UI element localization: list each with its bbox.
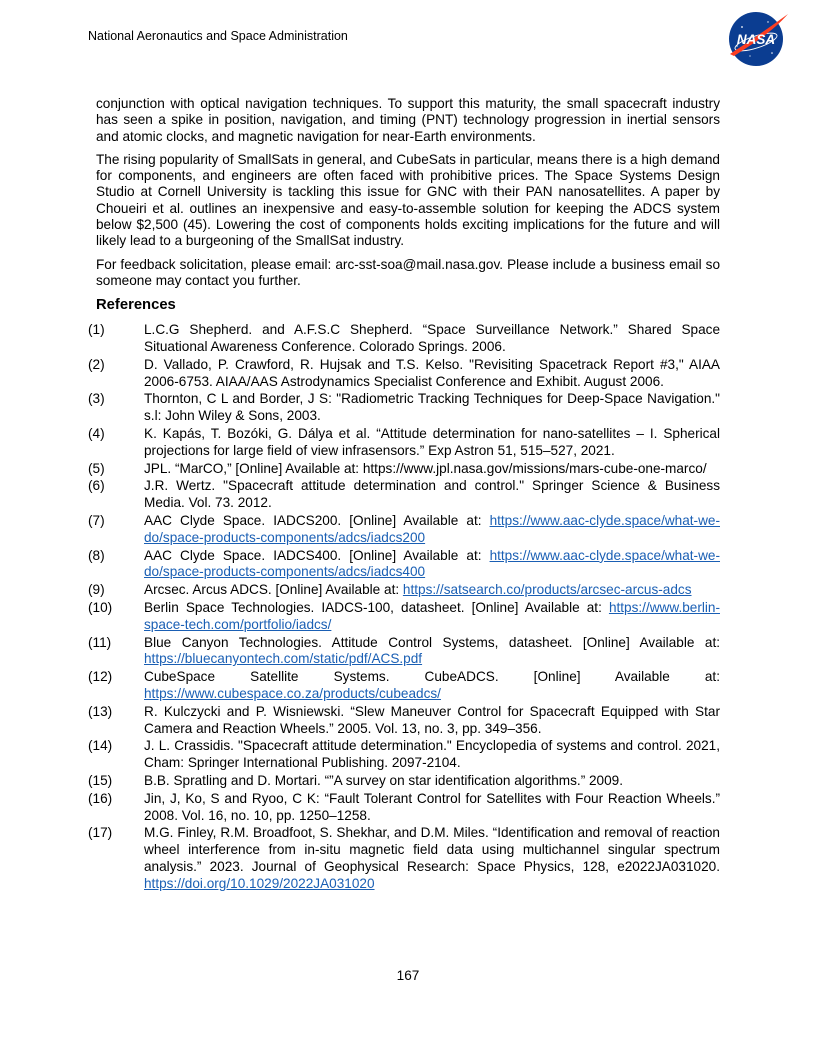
reference-item bbox=[88, 703, 720, 738]
paragraph: For feedback solicitation, please email: arc-sst-soa@mail.nasa.gov. Please include a business email so someone may contact you further. bbox=[96, 256, 720, 288]
reference-text: CubeSpace Satellite Systems. CubeADCS. [Online] Available at: bbox=[144, 669, 720, 685]
reference-text: Blue Canyon Technologies. Attitude Control Systems, datasheet. [Online] Available at: bbox=[144, 634, 720, 650]
reference-number: (9) bbox=[88, 582, 105, 598]
org-name: National Aeronautics and Space Administration bbox=[88, 29, 348, 43]
reference-item bbox=[88, 790, 720, 825]
reference-number: (11) bbox=[88, 634, 112, 650]
reference-item bbox=[88, 426, 720, 460]
reference-number: (2) bbox=[88, 356, 105, 372]
reference-number: (16) bbox=[88, 790, 113, 806]
reference-link[interactable]: https://www.aac-clyde.space/what-we-do/space-products-components/adcs/iadcs200 bbox=[144, 513, 720, 545]
reference-item bbox=[88, 582, 720, 599]
references-heading: References bbox=[96, 297, 176, 314]
reference-number: (14) bbox=[88, 738, 113, 754]
reference-text: L.C.G Shepherd. and A.F.S.C Shepherd. “Space Surveillance Network.” Shared Space Situational Awareness Conference. Colorado Springs. 2006. bbox=[144, 322, 720, 355]
reference-number: (13) bbox=[88, 703, 113, 719]
reference-item bbox=[88, 669, 720, 703]
page-number: 167 bbox=[396, 968, 420, 983]
reference-link[interactable]: https://www.berlin-space-tech.com/portfolio/iadcs/ bbox=[144, 600, 720, 632]
main-content bbox=[88, 96, 720, 894]
reference-link[interactable]: https://doi.org/10.1029/2022JA031020 bbox=[144, 875, 375, 891]
reference-text: K. Kapás, T. Bozóki, G. Dálya et al. “Attitude determination for nano-satellites – I. Spherical projections for large field of view infrasensors.” Exp Astron 51, 515–527, 2021. bbox=[144, 426, 720, 458]
reference-text: B.B. Spratling and D. Mortari. “”A survey on star identification algorithms.” 2009. bbox=[144, 772, 624, 788]
reference-item bbox=[88, 738, 720, 772]
reference-text: J. L. Crassidis. "Spacecraft attitude determination." Encyclopedia of systems and control. 2021, Cham: Springer International Publishing. 2097-2104. bbox=[144, 738, 720, 771]
reference-number: (12) bbox=[88, 669, 113, 685]
reference-item bbox=[88, 322, 720, 356]
reference-item bbox=[88, 634, 720, 669]
reference-item bbox=[88, 391, 720, 425]
reference-text: Berlin Space Technologies. IADCS-100, datasheet. [Online] Available at: bbox=[144, 600, 609, 616]
reference-text: R. Kulczycki and P. Wisniewski. “Slew Maneuver Control for Spacecraft Equipped with Star Camera and Reaction Wheels.” 2005. Vol. 13, no. 3, pp. 349–356. bbox=[144, 703, 720, 736]
nasa-logo-icon bbox=[722, 8, 792, 70]
reference-number: (10) bbox=[88, 600, 113, 616]
nasa-logo-text: NASA bbox=[736, 32, 776, 47]
reference-number: (6) bbox=[88, 478, 105, 494]
reference-item bbox=[88, 460, 720, 478]
reference-number: (7) bbox=[88, 513, 105, 529]
reference-item bbox=[88, 513, 720, 547]
reference-item bbox=[88, 356, 720, 391]
reference-item bbox=[88, 825, 720, 892]
reference-number: (1) bbox=[88, 322, 105, 338]
paragraph: The rising popularity of SmallSats in general, and CubeSats in particular, means there is a high demand for components, and engineers are often faced with prohibitive prices. The Space Systems Design Studio at Cornell University is tackling this issue for GNC with their PAN nanosatellites. A paper by Choueiri et al. outlines an inexpensive and easy-to-assemble solution for keeping the ADCS system below $2,500 (45). Lowering the cost of components holds exciting implications for the future and will likely lead to a burgeoning of the SmallSat industry. bbox=[96, 151, 720, 249]
reference-item bbox=[88, 478, 720, 512]
reference-item bbox=[88, 772, 720, 790]
reference-link[interactable]: https://bluecanyontech.com/static/pdf/ACS.pdf bbox=[144, 651, 423, 667]
reference-text: AAC Clyde Space. IADCS200. [Online] Available at: bbox=[144, 513, 490, 529]
reference-number: (5) bbox=[88, 460, 105, 476]
reference-number: (3) bbox=[88, 391, 105, 407]
reference-number: (17) bbox=[88, 825, 113, 841]
reference-text: Thornton, C L and Border, J S: "Radiometric Tracking Techniques for Deep-Space Navigation." s.l: John Wiley & Sons, 2003. bbox=[144, 391, 720, 424]
reference-number: (8) bbox=[88, 547, 105, 563]
reference-item bbox=[88, 600, 720, 634]
reference-list bbox=[88, 322, 720, 892]
reference-text: J.R. Wertz. "Spacecraft attitude determination and control." Springer Science & Business Media. Vol. 73. 2012. bbox=[144, 478, 720, 511]
reference-link[interactable]: https://www.cubespace.co.za/products/cubeadcs/ bbox=[144, 686, 441, 701]
paragraph: conjunction with optical navigation techniques. To support this maturity, the small spacecraft industry has seen a spike in position, navigation, and timing (PNT) technology progression in inertial sensors and atomic clocks, and magnetic navigation for near-Earth environments. bbox=[96, 96, 720, 144]
reference-text: Jin, J, Ko, S and Ryoo, C K: “Fault Tolerant Control for Satellites with Four Reaction Wheels.” 2008. Vol. 16, no. 10, pp. 1250–1258. bbox=[144, 790, 720, 823]
reference-link[interactable]: https://www.aac-clyde.space/what-we-do/space-products-components/adcs/iadcs400 bbox=[144, 547, 720, 580]
reference-link[interactable]: https://satsearch.co/products/arcsec-arcus-adcs bbox=[402, 582, 692, 598]
reference-text: Arcsec. Arcus ADCS. [Online] Available at: bbox=[144, 582, 403, 598]
reference-text: AAC Clyde Space. IADCS400. [Online] Available at: bbox=[144, 547, 490, 563]
reference-text: JPL. “MarCO,” [Online] Available at: https://www.jpl.nasa.gov/missions/mars-cube-one-marco/ bbox=[144, 460, 707, 476]
reference-text: D. Vallado, P. Crawford, R. Hujsak and T.S. Kelso. "Revisiting Spacetrack Report #3," AIAA 2006-6753. AIAA/AAS Astrodynamics Specialist Conference and Exhibit. August 2006. bbox=[144, 356, 720, 389]
reference-text: M.G. Finley, R.M. Broadfoot, S. Shekhar, and D.M. Miles. “Identification and removal of reaction wheel interference from in-situ magnetic field data using multichannel singular spectrum analysis.” 2023. Journal of Geophysical Research: Space Physics, 128, e2022JA031020. bbox=[144, 825, 720, 874]
reference-number: (15) bbox=[88, 772, 113, 788]
reference-item bbox=[88, 547, 720, 582]
reference-number: (4) bbox=[88, 426, 105, 442]
